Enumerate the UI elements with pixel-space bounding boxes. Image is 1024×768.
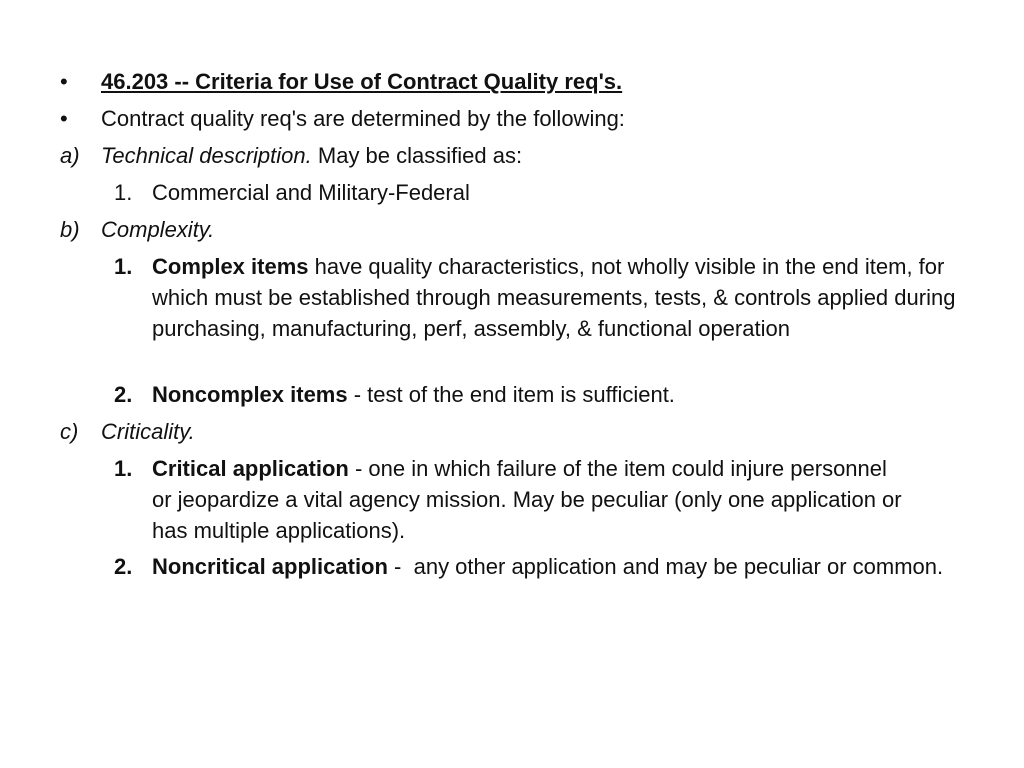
item-c-2-term: Noncritical application [152,554,388,579]
letter-marker-b: b) [60,217,80,242]
item-a-desc: May be classified as: [311,143,523,168]
letter-marker-c: c) [60,419,79,444]
item-a-1-text: Commercial and Military-Federal [152,180,470,205]
item-b-2-term: Noncomplex items [152,382,348,407]
item-b-1-text [152,251,964,344]
number-marker: 2. [114,382,133,407]
item-a-term: Technical description. [101,143,312,168]
item-c-2-text [152,551,974,582]
item-c-1-desc: - one in which failure of the item could injure personnel or jeopardize a vital agency mission. May be peculiar (only one application or has multiple applications). [152,456,902,543]
item-c-term: Criticality. [101,419,195,444]
item-a-text [101,140,981,171]
number-marker: 1. [114,180,133,205]
item-b-1-desc: have quality characteristics, not wholly visible in the end item, for which must be established through measurements, tests, & controls applied during purchasing, manufacturing, perf, assembly, & functional operation [152,254,956,341]
bullet-marker: • [60,106,68,131]
item-b-term: Complexity. [101,217,215,242]
item-c-1-text [152,453,912,546]
item-b-2-desc: - test of the end item is sufficient. [347,382,675,407]
item-b-2-text [152,379,972,410]
bullet-marker: • [60,69,68,94]
letter-marker-a: a) [60,143,80,168]
number-marker: 1. [114,254,133,279]
number-marker: 1. [114,456,133,481]
intro-text: Contract quality req's are determined by the following: [101,106,625,131]
item-b-1-term: Complex items [152,254,309,279]
item-c-1-term: Critical application [152,456,349,481]
item-c-2-desc: - any other application and may be peculiar or common. [387,554,944,579]
number-marker: 2. [114,554,133,579]
section-title: 46.203 -- Criteria for Use of Contract Quality req's. [101,69,623,94]
